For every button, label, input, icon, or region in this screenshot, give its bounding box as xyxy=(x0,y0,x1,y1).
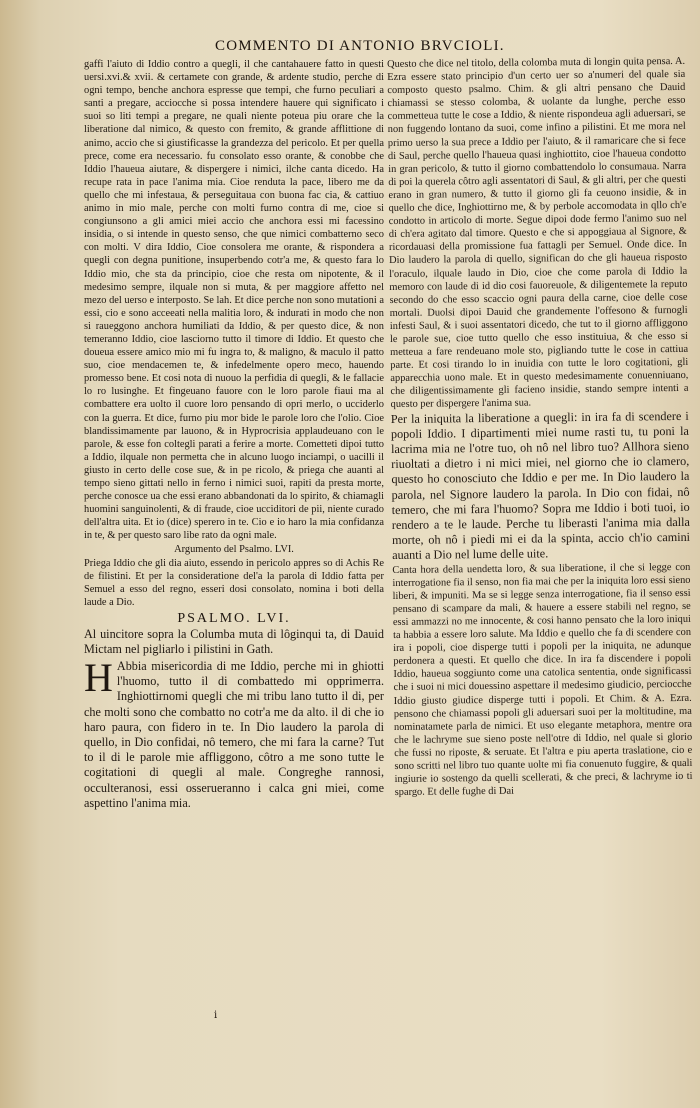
argument-text: Priega Iddio che gli dia aiuto, essendo in pericolo appres so di Achis Re de filistini. Et per la consideratione del'a la parola di Iddio fatta per Semuel a esso del regno, esseri dosi consolato, nomina i boti della laude a Dio. xyxy=(84,557,384,608)
left-column xyxy=(84,58,384,811)
commentary-text: gaffi l'aiuto di Iddio contro a quegli, il che cantahauere fatto in questi uersi.xvi.& xvii. & certamete con grande, & ardente studio, perche di ogni tempo, benche anchora espresse que tempi, che furno peculiari a santi a pregare, acciocche si possa intendere hauere qui significato i suoi so liti tempi a pregare, ne quali niente poteua piu orare che la liberatione dal nimico, & questo con fremito, & grande afflittione di animo, accio che si giustificasse la grandezza del pericolo. Et per quella prece, come era necessario. fu consolato esso orante, & conobbe che Iddio l'haueua aiutare, & dispergere i nimici, ilche canta dicedo. Ha recupe rata in pace l'anima mia. Cioe renduta la pace, libero me da quello che mi infestaua, & perseguitaua con buona fac cia, & cattiuo animo in mio male, perche con molti furno contra di me, cioe si congiunsono a gli amici miei accio che anchora essi mi facessino insidia, o si intende in questo senso, che que nimici combatterno seco con molti. V dira Iddio, Cioe consolera me orante, & rispondera a quegli con degna punitione, insuperbendo cotr'a me, & questo fara lo Iddio mio, che sta da principio, cioe che resta om nipotente, & il medesimo sempre, ilquale non si muta, & per maggiore affetto nel mezo del uerso e interposto. Se lah. Et dice perche non sono mutationi a essi, cio e sono acceeati nella malitia loro, & indurati in modo che non si raueggono anchora humiliati da Iddio, & per questo dice, & non temeranno Iddio, cioe lasciorno tutto il timore di Iddio. Et questo che doueua essere amico mio mi fu ingra to, & maligno, & maculo il patto suo, cioe mendacemen te, & infedelmente opero meco, hauendo promesso bene. Et cosi nota di nuouo la perfidia di quegli, & le fallacie lo ro lusinghe. Et fingeuano fauore con le loro parole fiaui ma al combattere era uolto il cuore loro pensando di opri merlo, o ucciderlo con la guerra. Et dice, furno piu mor bide le parole loro che l'olio. Cioe blandissimamente par lauono, & in Hyprocrisia applaudeuano con le parole, & esse fon coltegli parati a ferire a morte. Cometteti dipoi tutto a Iddio, ilquale non permetta che in alcuno luogo inciampi, o uacilli il giusto in certo delle cose sue, & in pe ricolo, & priega che auanti al tempo sieno gittati nello in ferno i nimici suoi, rapiti da presta morte, perche conosce ua che essi erano abbandonati da lo spirito, & chiamagli huomini sanguinolenti, & di fraude, cioe ucciditori de pii, niente curado dell'altra uita. Et io (dice) sperero in te. Cio e io haro la mia confidanza in te, & per questo saro libe rato da ogni male. xyxy=(84,59,384,542)
signature-mark: i xyxy=(214,1010,218,1021)
psalm-verse-right: Per la iniquita la liberatione a quegli: in ira fa di scendere i popoli Iddio. I dipartimenti miei nume rasti tu, tu poni la lacrima mia ne l'otre tuo, oh nô nel libro tuo? Allhora sieno riuoltati a dietro i ni mici miei, nel giorno che io clamero, questo ho conosciuto che Iddio e per me. In Dio laudero la parola, nel Signore laudero la parola. In Dio con fidai, nô temero, che mi fara l'huomo? Sopra me Iddio i boti tuoi, io rendero a te le laude. Perche tu liberasti l'anima mia dalla morte, oh nô i piedi mi ei da la spinta, accio ch'io camini auanti a Dio nel lume delle uite. xyxy=(390,408,691,563)
psalm-text xyxy=(84,655,384,811)
right-column xyxy=(387,55,693,799)
commentary-text-right: Questo che dice nel titolo, della colomba muta di longin quita pensa. A. Ezra essere stato principio d'un certo uer so a'numeri del quale sia composto questo psalmo. Chim. & gli altri pensano che Dauid chiamassi se stesso colomba, & uolante da lunghe, perche esso commetteua tutte le cose a Iddio, & niente rispondeua agli aduersari, se non fuggendo lontano da suoi, come infino a pilistini. Et me mora nel primo uerso la sua prece a Iddio per l'aiuto, & il ramaricare che si fece di Saul, perche quello l'haueua quasi inghiottito, cioe l'haueua condotto in gran pericolo, & tutto il giorno combattendolo lo consumaua. Narra di poi la querela côtro agli assentatori di Saul, & gli altri, per che questi erano in gran numero, & tutto il giorno gli fa ceuono insidie, & in quello che dice, Inghiottirno me, & by perbole accomodata in qllo ch'e condotto in articolo di morte. Segue dipoi dode fermo l'animo suo nel di ch'era agitato dal timore. Questo e che si appoggiaua al Signore, & ricordauasi della promissione fua fattagli per Semuel. Onde dice. In Dio laudero la parola di quello, significan do che gli haueua risposto l'oraculo, ilquale laudo in Dio, cioe che come parola di Iddio la memoro con laude di id dio cosi fauoreuole, & diligentemete la reputo secondo do che esso scaccio ogni paura della carne, cioe delle cose mortali. Duolsi dipoi Dauid che grandemente l'offesono & furnogli infesti Saul, & i suoi assentatori dicedo, che tut to il giorno affliggono le parole sue, cioe tutto quello che esso instituiua, & che esso si metteua a fare rendeuano mole sto, pigliando tutte le cose in cattiua parte. Et cosi tirando lo in inuidia con tutte le loro cogitationi, gli apparecchia uono male. Et in questo medesimamente conuenniuano, che diligentissimamente gli facieno insidie, stando sempre intenti a questo per dispergere l'anima sua. xyxy=(387,55,689,411)
argument-title: Argumento del Psalmo. LVI. xyxy=(174,544,294,556)
drop-cap-initial: H xyxy=(84,655,113,701)
running-head: COMMENTO DI ANTONIO BRVCIOLI. xyxy=(215,38,505,54)
psalm-heading: PSALMO. LVI. xyxy=(177,610,291,626)
psalm-inscription: Al uincitore sopra la Columba muta di lôginqui ta, di Dauid Mictam nel pigliarlo i pilistini in Gath. xyxy=(84,627,384,657)
psalm-verse-text: Abbia misericordia di me Iddio, perche mi in ghiotti l'huomo, tutto il di combattedo mi opprimerra. Inghiottirnomi quegli che mi tribu lano tutto il di, per che molti sono che combatto no cotr'a me da alto. il di che io haro paura, con fidero in te. In Dio laudero la parola di quello, in Dio confidai, nô temero, che mi fara la carne? Tut to il di le parole mie affliggono, côtro a me sono tutte le cogitationi di quegli al male. Congreghe rannosi, occulteranosi, essi osserueranno i calca gni miei, come aspettino l'anima mia. xyxy=(84,659,384,810)
commentary-text-right-2: Canta hora della uendetta loro, & sua liberatione, il che si legge con interrogatione fia il senso, non fia mai che per la iniquita loro essi sieno liberi, & impuniti. Ma se si legge senza interrogatione, fia il senso essi pensano di scampare da mali, & hauere a essere stabili nel regno, se essi ammazzi no me innocente, & cosi hanno pensato che la loro iniqui ta habbia a essere loro salute. Ma Iddio e quello che fa di scendere con ira i popoli, cioe disperge tutti i popoli per la iniquita, ne adunque perdonera a questi. Et quello che dice. In ira fa discendere i popoli Iddio, haueua soggiunto come una catolica sententia, onde significassi che i suoi ni mici douessino aspettare il medesimo giudicio, perciocche Iddio giusto giudice disperge tutti i popoli. Et Chim. & A. Ezra. pensono che chiamassi popoli gli aduersari suoi per la moltitudine, ma nominatamete parla de nimici. Et uso elegante metaphora, mentre ora che le lachryme sue sieno poste nell'otre di Iddio, nel quale si glorio che fussi no riposte, & seruate. Et l'altra e piu aperta traslatione, cio e sono scritti nel libro tuo quante uolte mi fia conuenuto fuggire, & quali ingiurie io sostengo da quelli scellerati, & che preci, & lachryme io ti spargo. Et delle fughe di Dai xyxy=(392,561,693,799)
